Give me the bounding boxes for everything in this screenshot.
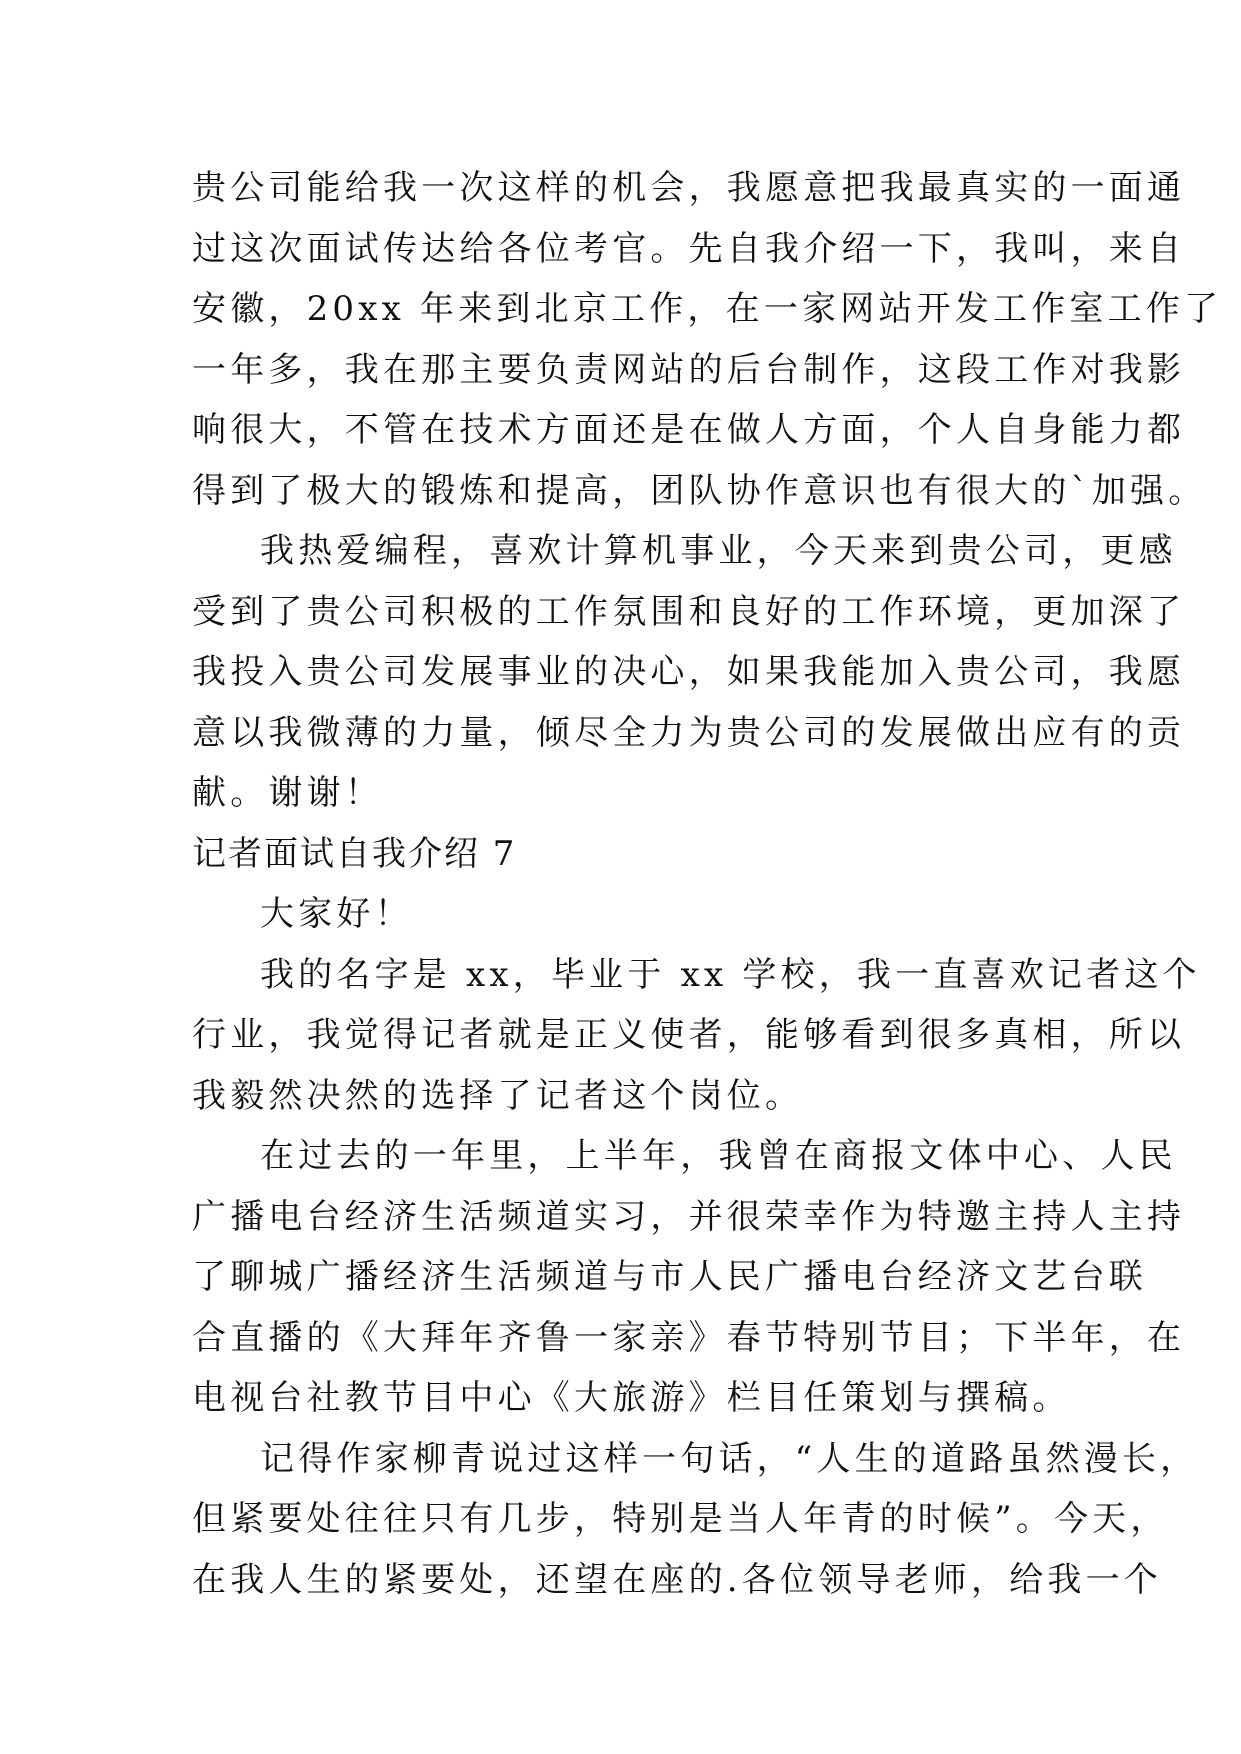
paragraph-start-line: 我热爱编程，喜欢计算机事业，今天来到贵公司，更感 bbox=[260, 531, 1177, 571]
text-line: 合直播的《大拜年齐鲁一家亲》春节特别节目；下半年，在 bbox=[192, 1317, 1186, 1358]
text-line: 得到了极大的锻炼和提高，团队协作意识也有很大的`加强。 bbox=[192, 470, 1207, 511]
text-line: 贵公司能给我一次这样的机会，我愿意把我最真实的一面通 bbox=[192, 168, 1186, 208]
text-line: 受到了贵公司积极的工作氛围和良好的工作环境，更加深了 bbox=[192, 591, 1186, 632]
text-line: 过这次面试传达给各位考官。先自我介绍一下，我叫，来自 bbox=[192, 228, 1186, 269]
text-line: 我投入贵公司发展事业的决心，如果我能加入贵公司，我愿 bbox=[192, 652, 1186, 692]
text-line: 我毅然决然的选择了记者这个岗位。 bbox=[192, 1075, 804, 1116]
text-line: 献。谢谢！ bbox=[192, 773, 383, 813]
text-line: 响很大，不管在技术方面还是在做人方面，个人自身能力都 bbox=[192, 410, 1186, 450]
text-line: 电视台社教节目中心《大旅游》栏目任策划与撰稿。 bbox=[192, 1378, 1071, 1418]
text-line: 一年多，我在那主要负责网站的后台制作，这段工作对我影 bbox=[192, 349, 1186, 390]
paragraph-start-line: 在过去的一年里，上半年，我曾在商报文体中心、人民 bbox=[260, 1136, 1177, 1176]
text-line: 了聊城广播经济生活频道与市人民广播电台经济文艺台联 bbox=[192, 1257, 1147, 1297]
text-line: 意以我微薄的力量，倾尽全力为贵公司的发展做出应有的贡 bbox=[192, 712, 1186, 753]
text-line: 广播电台经济生活频道实习，并很荣幸作为特邀主持人主持 bbox=[192, 1196, 1186, 1237]
text-line: 在我人生的紧要处，还望在座的.各位领导老师，给我一个 bbox=[192, 1559, 1163, 1600]
document-body bbox=[192, 158, 1223, 1610]
text-line: 行业，我觉得记者就是正义使者，能够看到很多真相，所以 bbox=[192, 1015, 1186, 1055]
greeting-line: 大家好！ bbox=[260, 894, 413, 934]
paragraph-start-line: 记得作家柳青说过这样一句话，“人生的道路虽然漫长， bbox=[260, 1438, 1199, 1479]
paragraph-start-line: 我的名字是 xx，毕业于 xx 学校，我一直喜欢记者这个 bbox=[260, 954, 1201, 995]
text-line: 安徽，20xx 年来到北京工作，在一家网站开发工作室工作了 bbox=[192, 289, 1223, 329]
section-heading: 记者面试自我介绍 7 bbox=[192, 833, 517, 874]
text-line: 但紧要处往往只有几步，特别是当人年青的时候”。今天， bbox=[192, 1499, 1169, 1539]
